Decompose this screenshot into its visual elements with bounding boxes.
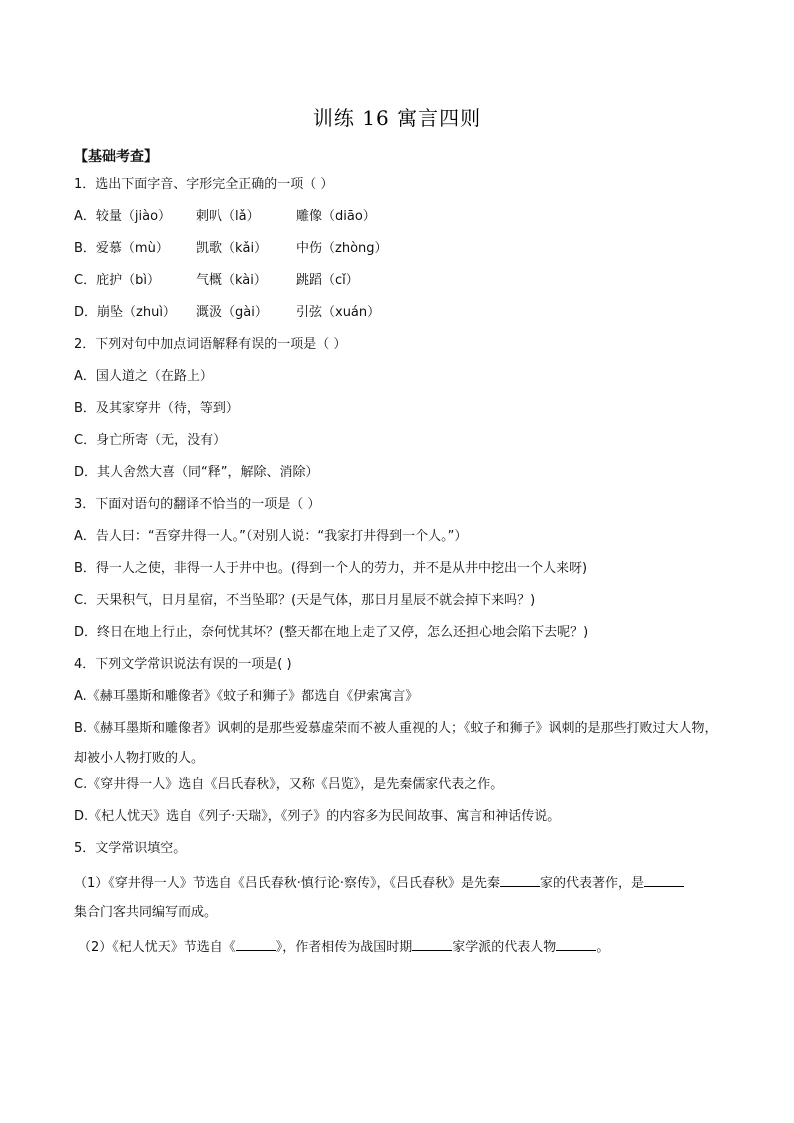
question-4-stem: 4．下列文学常识说法有误的一项是( ) — [74, 657, 292, 672]
question-1-option-b — [74, 240, 724, 272]
answer-blank[interactable] — [644, 872, 684, 887]
option-part: 剌叭（lǎ） — [196, 209, 260, 224]
question-3-option-d: D．终日在地上行止，奈何忧其坏？(整天都在地上走了又停，怎么还担心地会陷下去呢？) — [74, 625, 589, 640]
option-part: 跳蹈（cǐ） — [296, 273, 359, 288]
answer-blank[interactable] — [412, 936, 452, 951]
option-part: C．庇护（bì） — [74, 273, 160, 288]
question-1-option-c — [74, 272, 724, 304]
question-3-stem: 3．下面对语句的翻译不恰当的一项是（ ） — [74, 497, 321, 512]
question-3-option-b: B．得一人之使，非得一人于井中也。(得到一个人的劳力，并不是从井中挖出一个人来呀) — [74, 561, 588, 576]
fill-text: 》，作者相传为战国时期 — [275, 940, 413, 955]
question-5-part-1 — [74, 872, 724, 904]
question-3-option-c: C．天果积气，日月星宿，不当坠耶？(天是气体，那日月星辰不就会掉下来吗？) — [74, 593, 536, 608]
answer-blank[interactable] — [556, 936, 596, 951]
section-heading: 【基础考查】 — [74, 149, 158, 165]
fill-text: 家的代表著作，是 — [540, 876, 645, 891]
question-2-option-d: D．其人舍然大喜（同“释”，解除、消除） — [74, 465, 319, 480]
question-4-option-d: D.《杞人忧天》选自《列子·天瑞》，《列子》的内容多为民间故事、寓言和神话传说。 — [74, 809, 561, 824]
option-part: A．较量（jiào） — [74, 209, 172, 224]
question-4-option-c: C.《穿井得一人》选自《吕氏春秋》，又称《吕览》，是先秦儒家代表之作。 — [74, 777, 504, 792]
page-title: 训练 16 寓言四则 — [312, 106, 482, 130]
question-list — [74, 176, 724, 968]
question-1-option-d — [74, 304, 724, 336]
option-part: 溉汲（gài） — [196, 305, 268, 320]
option-part: 引弦（xuán） — [296, 305, 381, 320]
option-part: D．崩坠（zhuì） — [74, 305, 176, 320]
question-5-stem: 5．文学常识填空。 — [74, 841, 187, 856]
question-5-part-2 — [74, 936, 724, 968]
fill-text: （1）《穿井得一人》节选自《吕氏春秋·慎行论·察传》，《吕氏春秋》是先秦 — [74, 876, 501, 891]
fill-text: 。 — [596, 940, 610, 955]
question-1-option-a — [74, 208, 724, 240]
option-part: 凯歌（kǎi） — [196, 241, 268, 256]
option-part: 中伤（zhòng） — [296, 241, 388, 256]
answer-blank[interactable] — [500, 872, 540, 887]
question-2-option-a: A．国人道之（在路上） — [74, 369, 213, 384]
question-3-option-a: A．告人曰：“吾穿井得一人。”（对别人说：“我家打井得到一个人。”） — [74, 529, 468, 544]
question-4-option-b: B.《赫耳墨斯和雕像者》讽刺的是那些爱慕虚荣而不被人重视的人；《蚊子和狮子》讽刺的是那些打败过大人物，却被小人物打败的人。 — [74, 721, 718, 766]
option-part: B．爱慕（mù） — [74, 241, 169, 256]
option-part: 雕像（diāo） — [296, 209, 376, 224]
answer-blank[interactable] — [236, 936, 276, 951]
option-part: 气概（kài） — [196, 273, 267, 288]
fill-text: （2）《杞人忧天》节选自《 — [78, 940, 236, 955]
question-2-option-b: B．及其家穿井（待，等到） — [74, 401, 239, 416]
question-2-option-c: C．身亡所寄（无，没有） — [74, 433, 227, 448]
question-1-stem: 1．选出下面字音、字形完全正确的一项（ ） — [74, 177, 334, 192]
question-5-part-1-cont: 集合门客共同编写而成。 — [74, 905, 218, 920]
fill-text: 家学派的代表人物 — [452, 940, 557, 955]
question-4-option-a: A.《赫耳墨斯和雕像者》《蚊子和狮子》都选自《伊索寓言》 — [74, 689, 419, 704]
question-2-stem: 2．下列对句中加点词语解释有误的一项是（ ） — [74, 337, 347, 352]
